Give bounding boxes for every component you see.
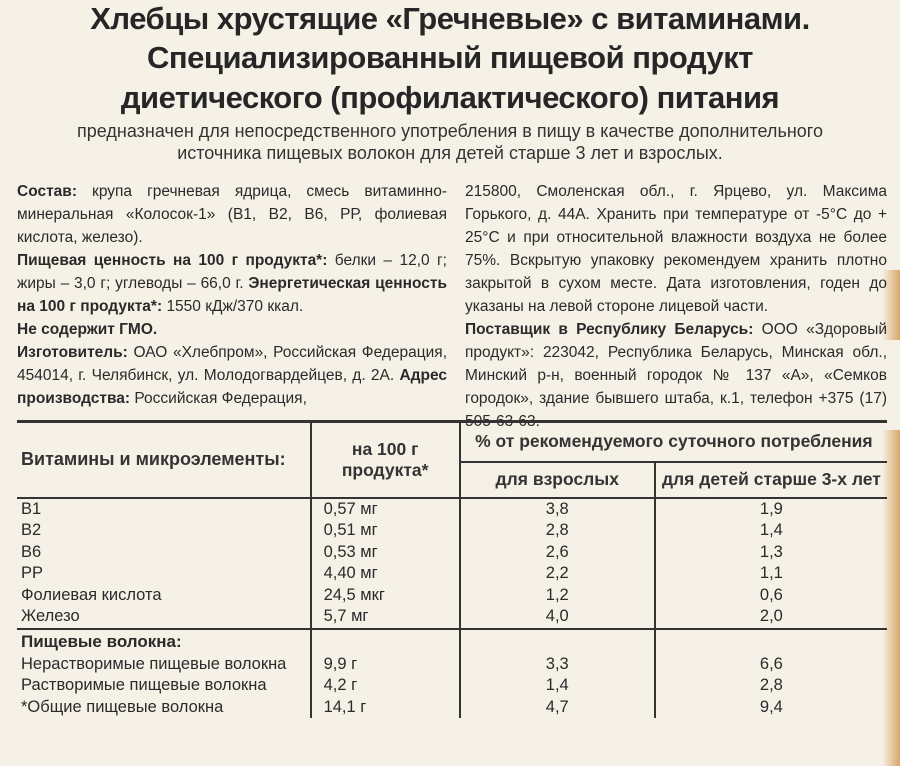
vitamin-name: Железо — [21, 607, 80, 625]
supplier — [465, 318, 887, 433]
header-kids: для детей старше 3-х лет — [655, 462, 887, 498]
energy-text: 1550 кДж/370 ккал. — [166, 298, 304, 315]
header-vitamins: Витамины и микроэлементы: — [17, 422, 311, 498]
table-row — [17, 542, 887, 564]
empty-cell — [311, 629, 460, 654]
vitamin-name: Фолиевая кислота — [21, 585, 162, 604]
gmo-statement: Не содержит ГМО. — [17, 321, 158, 338]
address-continued — [465, 180, 887, 318]
address-text: Российская Федерация, — [134, 390, 307, 407]
fiber-amount: 4,2 г — [311, 675, 460, 697]
vitamin-adults: 2,6 — [460, 542, 655, 564]
product-subtitle-line: предназначен для непосредственного употребления в пищу в качестве дополнительного — [77, 121, 823, 141]
address-text-continued: 215800, Смоленская обл., г. Ярцево, ул. Максима Горького, д. 44А. — [465, 183, 887, 223]
vitamin-kids: 1,9 — [655, 498, 887, 521]
fiber-name: Нерастворимые пищевые волокна — [21, 654, 287, 673]
supplier-text: ООО «Здоровый продукт»: 223042, Республика Беларусь, Минская обл., Минский р-н, военный городок № 137 «А», «Семков городок», здание бывшего штаба, к.1, телефон +375 (17) 505-63-63. — [465, 321, 888, 430]
vitamin-amount: 0,57 мг — [311, 498, 460, 521]
fiber-heading: Пищевые волокна: — [17, 629, 311, 654]
product-title-line: Хлебцы хрустящие «Гречневые» с витаминами. — [90, 1, 810, 36]
vitamin-adults: 1,2 — [460, 585, 655, 607]
fiber-adults: 4,7 — [460, 697, 655, 719]
vitamin-adults: 4,0 — [460, 606, 655, 629]
manufacturer-label: Изготовитель: — [17, 344, 128, 361]
product-subtitle-line: источника пищевых волокон для детей старше 3 лет и взрослых. — [177, 143, 723, 163]
vitamin-name: РР — [21, 564, 44, 582]
nutrition-label: Пищевая ценность на 100 г продукта*: — [17, 252, 328, 269]
vitamin-amount: 5,7 мг — [311, 606, 460, 629]
vitamin-amount: 4,40 мг — [311, 563, 460, 585]
vitamin-kids: 1,1 — [655, 563, 887, 585]
composition — [17, 180, 447, 249]
vitamin-adults: 2,8 — [460, 520, 655, 542]
table-row — [17, 629, 887, 654]
fiber-adults: 1,4 — [460, 675, 655, 697]
info-left-column — [17, 180, 447, 410]
table-row — [17, 563, 887, 585]
composition-label: Состав: — [17, 183, 77, 200]
vitamin-name: В1 — [17, 498, 311, 521]
vitamin-name: В6 — [21, 542, 42, 561]
fiber-name: Растворимые пищевые волокна — [21, 676, 267, 694]
vitamin-amount: 0,53 мг — [311, 542, 460, 564]
fiber-amount: 14,1 г — [311, 697, 460, 719]
table-row — [17, 498, 887, 521]
nutrition — [17, 249, 447, 318]
table-row — [17, 585, 887, 607]
table-row — [17, 520, 887, 542]
fiber-kids: 6,6 — [655, 654, 887, 676]
storage-text: Хранить при температуре от -5°С до + 25°С и при относительной влажности воздуха не более 75%. Вскрытую упаковку рекомендуем хранить плотно закрытой в сухом месте. Дата изготовления, годен до указаны на левой стороне лицевой части. — [465, 206, 887, 315]
empty-cell — [460, 629, 655, 654]
table-row — [17, 675, 887, 697]
vitamin-kids: 1,4 — [655, 520, 887, 542]
header-daily-percent: % от рекомендуемого суточного потребления — [460, 422, 887, 462]
fiber-name: *Общие пищевые волокна — [21, 697, 224, 716]
table-row — [17, 697, 887, 719]
header-per-100g: на 100 г продукта* — [311, 422, 460, 498]
empty-cell — [655, 629, 887, 654]
table-row — [17, 606, 887, 629]
vitamin-adults: 2,2 — [460, 563, 655, 585]
energy-label: Энергетическая ценность на 100 г продукта*: — [17, 275, 448, 315]
nutrition-text: белки – 12,0 г; жиры – 3,0 г; углеводы – 66,0 г. — [17, 252, 447, 292]
table-row — [17, 654, 887, 676]
vitamin-kids: 2,0 — [655, 606, 887, 629]
fiber-kids: 9,4 — [655, 697, 887, 719]
fiber-adults: 3,3 — [460, 654, 655, 676]
supplier-label: Поставщик в Республику Беларусь: — [465, 321, 754, 338]
vitamin-kids: 0,6 — [655, 585, 887, 607]
fiber-kids: 2,8 — [655, 675, 887, 697]
vitamins-table — [17, 420, 887, 766]
manufacturer — [17, 341, 447, 410]
product-title-line: диетического (профилактического) питания — [120, 80, 780, 115]
fiber-amount: 9,9 г — [311, 654, 460, 676]
vitamin-adults: 3,8 — [460, 498, 655, 521]
header-adults: для взрослых — [460, 462, 655, 498]
vitamin-amount: 24,5 мкг — [311, 585, 460, 607]
address-label: Адрес производства: — [17, 367, 447, 407]
vitamin-name: В2 — [21, 521, 42, 539]
info-right-column — [465, 180, 887, 433]
product-title-line: Специализированный пищевой продукт — [147, 40, 753, 75]
manufacturer-text: ОАО «Хлебпром», Российская Федерация, 454014, г. Челябинск, ул. Молодогвардейцев, д. 2А. — [17, 344, 447, 384]
vitamin-amount: 0,51 мг — [311, 520, 460, 542]
label-header — [0, 0, 900, 164]
composition-text: крупа гречневая ядрица, смесь витаминно-минеральная «Колосок-1» (В1, В2, В6, РР, фолиевая кислота, железо). — [17, 183, 447, 246]
vitamin-kids: 1,3 — [655, 542, 887, 564]
